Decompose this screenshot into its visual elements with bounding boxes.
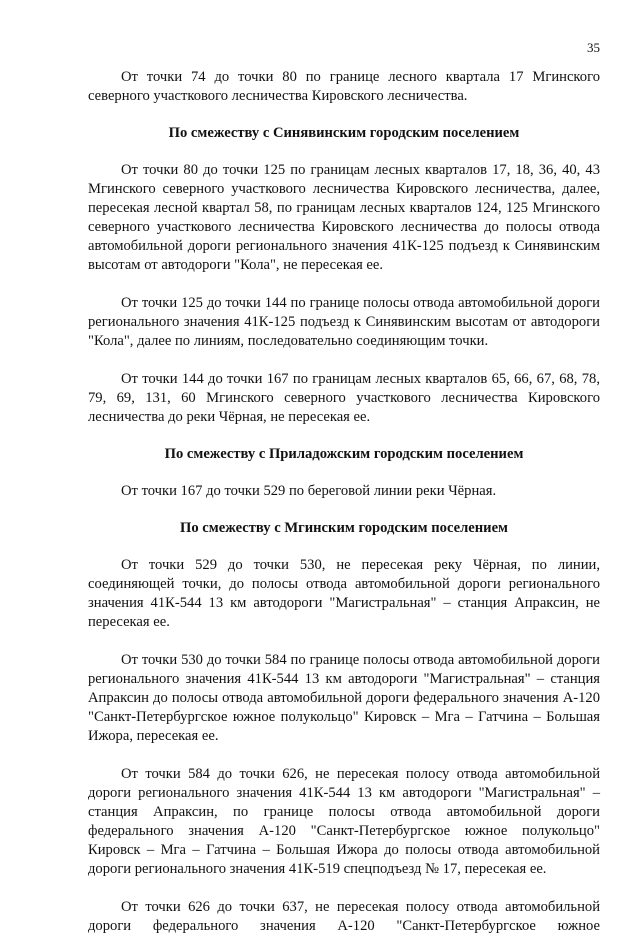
section-heading-sinyavino: По смежеству с Синявинским городским поселением (168, 125, 520, 141)
paragraph-point-530-584: От точки 530 до точки 584 по границе полосы отвода автомобильной дороги регионального значения 41К-544 13 км автодороги "Магистральная" – станция Апраксин до полосы отвода автомобильной дороги федерального значения А-120 "Санкт-Петербургское южное полукольцо" Кировск – Мга – Гатчина – Большая Ижора, пересекая ее. (88, 652, 600, 744)
paragraph-point-125-144: От точки 125 до точки 144 по границе полосы отвода автомобильной дороги регионального значения 41К-125 подъезд к Синявинским высотам от автодороги "Кола", далее по линиям, последовательно соединяющим точки. (88, 295, 600, 349)
section-heading-priladozhsky: По смежеству с Приладожским городским поселением (164, 446, 524, 462)
paragraph-point-626-637: От точки 626 до точки 637, не пересекая полосу отвода автомобильной дороги федерального значения А-120 "Санкт-Петербургское южное (88, 899, 600, 934)
paragraph-point-167-529: От точки 167 до точки 529 по береговой линии реки Чёрная. (121, 483, 497, 499)
paragraph-point-144-167: От точки 144 до точки 167 по границам лесных кварталов 65, 66, 67, 68, 78, 79, 69, 131, 60 Мгинского северного участкового лесничества Кировского лесничества до реки Чёрная, не пересекая ее. (88, 371, 600, 425)
document-body (88, 68, 600, 936)
paragraph-point-584-626: От точки 584 до точки 626, не пересекая полосу отвода автомобильной дороги регионального значения 41К-544 13 км автодороги "Магистральная" – станция Апраксин, по границе полосы отвода автомобильной дороги федерального значения А-120 "Санкт-Петербургское южное полукольцо" Кировск – Мга – Гатчина – Большая Ижора до полосы отвода автомобильной дороги регионального значения 41К-519 спецподъезд № 17, пересекая ее. (88, 766, 600, 877)
section-heading-mginsky: По смежеству с Мгинским городским поселением (180, 520, 508, 536)
paragraph-point-74-80: От точки 74 до точки 80 по границе лесного квартала 17 Мгинского северного участкового лесничества Кировского лесничества. (88, 69, 600, 104)
paragraph-point-529-530: От точки 529 до точки 530, не пересекая реку Чёрная, по линии, соединяющей точки, до полосы отвода автомобильной дороги регионального значения 41К-544 13 км автодороги "Магистральная" – станция Апраксин, не пересекая ее. (88, 557, 600, 630)
paragraph-point-80-125: От точки 80 до точки 125 по границам лесных кварталов 17, 18, 36, 40, 43 Мгинского северного участкового лесничества Кировского лесничества, далее, пересекая лесной квартал 58, по границам лесных кварталов 124, 125 Мгинского северного участкового лесничества Кировского лесничества до полосы отвода автомобильной дороги регионального значения 41К-125 подъезд к Синявинским высотам от автодороги "Кола", не пересекая ее. (88, 162, 600, 273)
page-number: 35 (587, 40, 600, 55)
